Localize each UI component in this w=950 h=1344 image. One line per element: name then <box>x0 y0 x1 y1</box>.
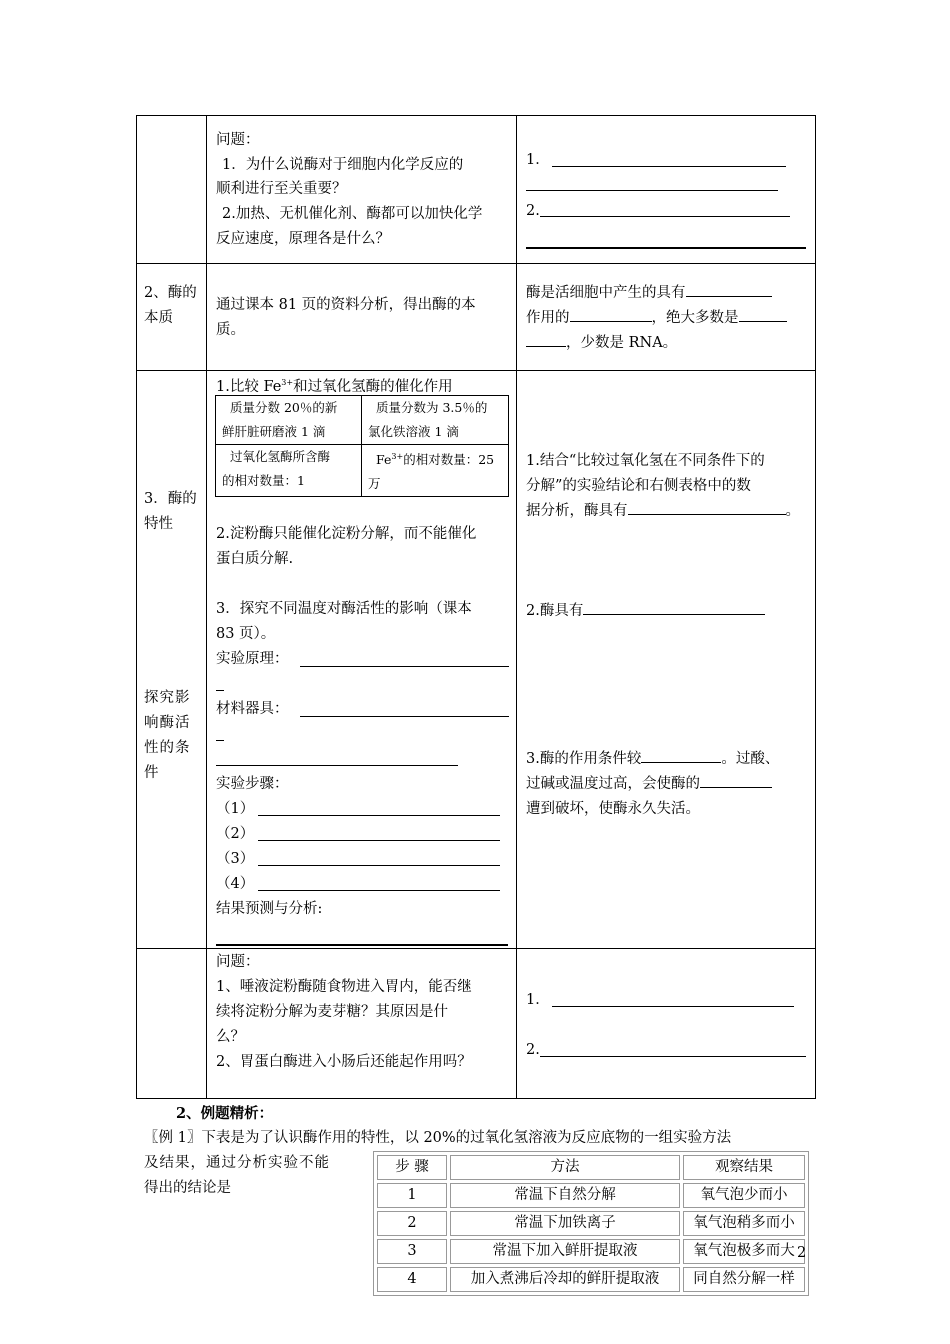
compare-cell <box>362 396 509 445</box>
compare-cell-line: 鲜肝脏研磨液 1 滴 <box>222 424 326 439</box>
row1-answer2-blank[interactable] <box>540 216 790 217</box>
principle-label: 实验原理： <box>216 651 289 667</box>
row1-answer2-label: 2. <box>526 203 540 219</box>
step-cell: 4 <box>377 1267 447 1292</box>
table-border-row3 <box>136 948 816 949</box>
result-blank[interactable] <box>216 944 508 946</box>
row1-q1-b: 顺利进行至关重要？ <box>216 181 347 197</box>
row4-heading: 问题： <box>216 954 260 970</box>
compare-cell-line: 万 <box>368 476 381 492</box>
row2-right-c-text: ，少数是 RNA。 <box>566 335 678 351</box>
row3-blank-property2[interactable] <box>583 599 765 615</box>
principle-blank[interactable] <box>300 666 509 667</box>
result-cell: 同自然分解一样 <box>683 1267 805 1292</box>
compare-table-row <box>216 396 509 445</box>
row3-right3-c: 遭到破坏，使酶永久失活。 <box>526 801 700 817</box>
materials-blank-cont2[interactable] <box>216 765 458 766</box>
item2-a: 2.淀粉酶只能催化淀粉分解，而不能催化 <box>216 526 477 542</box>
example-text-b: 及结果，通过分析实验不能 <box>144 1155 330 1171</box>
row3-label2-4: 件 <box>144 765 159 781</box>
row3-right1-end: 。 <box>785 503 800 519</box>
row3-right1-c <box>526 499 800 524</box>
row2-right-b <box>526 306 787 331</box>
step3-blank[interactable] <box>258 865 500 866</box>
row1-answer1-label: 1． <box>526 152 550 168</box>
row1-heading: 问题： <box>216 132 260 148</box>
fe-count-label: 的相对数量：25 <box>403 452 495 468</box>
table-border-bottom <box>136 1098 816 1099</box>
row4-q1-a: 1、唾液淀粉酶随食物进入胃内，能否继 <box>216 979 472 995</box>
row2-mid-b: 质。 <box>216 322 245 338</box>
row3-right1-a: 1.结合“比较过氧化氢在不同条件下的 <box>526 453 765 469</box>
result-cell: 氧气泡极多而大 <box>683 1239 805 1264</box>
item3-a: 3．探究不同温度对酶活性的影响（课本 <box>216 601 472 617</box>
item3-b: 83 页）。 <box>216 626 276 642</box>
materials-blank-cont[interactable] <box>216 740 224 741</box>
step3-label: （3） <box>216 851 255 867</box>
page-number: 2 <box>797 1245 807 1261</box>
result-cell: 氧气泡少而小 <box>683 1183 805 1208</box>
row2-blank1[interactable] <box>686 281 772 297</box>
step4-label: （4） <box>216 876 255 892</box>
compare-title-sup: 3+ <box>281 378 294 387</box>
materials-blank[interactable] <box>300 716 509 717</box>
row3-right1-c-text: 据分析，酶具有 <box>526 503 628 519</box>
row2-label-b: 本质 <box>144 310 173 326</box>
row3-right3-b-text: 过碱或温度过高，会使酶的 <box>526 776 700 792</box>
row3-label-a: 3．酶的 <box>144 491 197 507</box>
row1-answer2-blank-cont[interactable] <box>526 247 806 249</box>
row4-answer2-label: 2. <box>526 1042 540 1058</box>
compare-cell <box>362 445 509 497</box>
row2-label-a: 2、酶的 <box>144 285 197 301</box>
row3-label2-2: 响酶活 <box>144 715 191 731</box>
item2-b: 蛋白质分解. <box>216 551 294 567</box>
example-text-c: 得出的结论是 <box>144 1180 231 1196</box>
compare-cell-line: 质量分数 20％的新 <box>230 400 338 415</box>
header-method: 方法 <box>450 1155 680 1180</box>
fe-label: Fe <box>376 452 392 468</box>
row1-answer1-blank-cont[interactable] <box>526 190 778 191</box>
compare-table-row <box>216 445 509 497</box>
compare-cell-line: 质量分数为 3.5％的 <box>376 400 488 415</box>
row2-right-a-text: 酶是活细胞中产生的具有 <box>526 285 686 301</box>
method-cell: 常温下加入鲜肝提取液 <box>450 1239 680 1264</box>
row1-q2-a: 2.加热、无机催化剂、酶都可以加快化学 <box>222 206 483 222</box>
table-divider-col1 <box>206 115 207 1099</box>
row2-right-b-text2: ，绝大多数是 <box>651 310 739 326</box>
compare-title-b: 和过氧化氢酶的催化作用 <box>293 378 453 395</box>
example-text-a: 〖例 1〗下表是为了认识酶作用的特性，以 20%的过氧化氢溶液为反应底物的一组实验方法 <box>144 1130 732 1146</box>
row4-answer1-blank[interactable] <box>552 1006 794 1007</box>
row4-q1-c: 么？ <box>216 1029 245 1045</box>
compare-table <box>215 395 509 497</box>
compare-cell-line: 氯化铁溶液 1 滴 <box>368 424 459 439</box>
row4-answer1-label: 1． <box>526 992 550 1008</box>
row2-mid-a: 通过课本 81 页的资料分析，得出酶的本 <box>216 297 476 313</box>
header-result: 观察结果 <box>683 1155 805 1180</box>
row3-right1-b: 分解”的实验结论和右侧表格中的数 <box>526 478 751 494</box>
row4-answer2-blank[interactable] <box>540 1056 806 1057</box>
result-label: 结果预测与分析: <box>216 901 323 917</box>
row3-right2 <box>526 599 765 624</box>
row3-right3-a <box>526 747 779 772</box>
example-table-row <box>377 1267 805 1292</box>
section-title: 2、例题精析： <box>176 1105 274 1122</box>
row3-label2-1: 探究影 <box>144 690 191 706</box>
table-border-row1 <box>136 263 816 264</box>
materials-label: 材料器具： <box>216 701 289 717</box>
example-table-row <box>377 1211 805 1236</box>
principle-blank-cont[interactable] <box>216 690 224 691</box>
example-table <box>373 1151 809 1296</box>
example-table-row <box>377 1239 805 1264</box>
table-border-left <box>136 115 137 1099</box>
row1-q1-a: 1．为什么说酶对于细胞内化学反应的 <box>222 157 464 173</box>
row2-blank3[interactable] <box>739 306 787 322</box>
compare-cell-line <box>368 445 502 472</box>
row4-q2: 2、胃蛋白酶进入小肠后还能起作用吗？ <box>216 1054 472 1070</box>
row3-blank-property1[interactable] <box>628 499 786 515</box>
step2-blank[interactable] <box>258 840 500 841</box>
step-cell: 2 <box>377 1211 447 1236</box>
step2-label: （2） <box>216 826 255 842</box>
row3-right3-a-text1: 3.酶的作用条件较 <box>526 751 642 767</box>
fe-sup: 3+ <box>391 452 404 461</box>
row3-label2-3: 性的条 <box>144 740 191 756</box>
compare-title-a: 1.比较 Fe <box>216 378 282 395</box>
example-table-header <box>377 1155 805 1180</box>
row1-q2-b: 反应速度，原理各是什么？ <box>216 231 390 247</box>
row1-answer1-blank[interactable] <box>552 166 786 167</box>
row3-right3-b <box>526 772 772 797</box>
table-border-top <box>136 115 816 116</box>
row2-right-c <box>526 331 677 356</box>
table-divider-col2 <box>516 115 517 1099</box>
steps-label: 实验步骤： <box>216 776 289 792</box>
compare-cell <box>216 396 362 445</box>
step1-label: （1） <box>216 801 255 817</box>
step1-blank[interactable] <box>258 815 500 816</box>
row2-right-a <box>526 281 772 306</box>
method-cell: 常温下自然分解 <box>450 1183 680 1208</box>
step-cell: 1 <box>377 1183 447 1208</box>
row2-right-b-text1: 作用的 <box>526 310 570 326</box>
example-table-row <box>377 1183 805 1208</box>
header-step: 步 骤 <box>377 1155 447 1180</box>
compare-cell <box>216 445 362 497</box>
method-cell: 常温下加铁离子 <box>450 1211 680 1236</box>
row4-q1-b: 续将淀粉分解为麦芽糖？其原因是什 <box>216 1004 448 1020</box>
row3-label-b: 特性 <box>144 516 173 532</box>
result-cell: 氧气泡稍多而小 <box>683 1211 805 1236</box>
compare-cell-line: 的相对数量：1 <box>222 473 305 488</box>
method-cell: 加入煮沸后冷却的鲜肝提取液 <box>450 1267 680 1292</box>
table-border-right <box>815 115 816 1099</box>
compare-cell-line: 过氧化氢酶所含酶 <box>230 449 331 464</box>
row2-blank2[interactable] <box>570 306 652 322</box>
step-cell: 3 <box>377 1239 447 1264</box>
row3-right3-a-text2: 。过酸、 <box>721 751 780 767</box>
row3-right2-text: 2.酶具有 <box>526 603 584 619</box>
row3-blank-structure[interactable] <box>700 772 772 788</box>
step4-blank[interactable] <box>258 890 500 891</box>
row3-blank-condition[interactable] <box>641 747 721 763</box>
row2-blank3-cont[interactable] <box>526 331 566 347</box>
